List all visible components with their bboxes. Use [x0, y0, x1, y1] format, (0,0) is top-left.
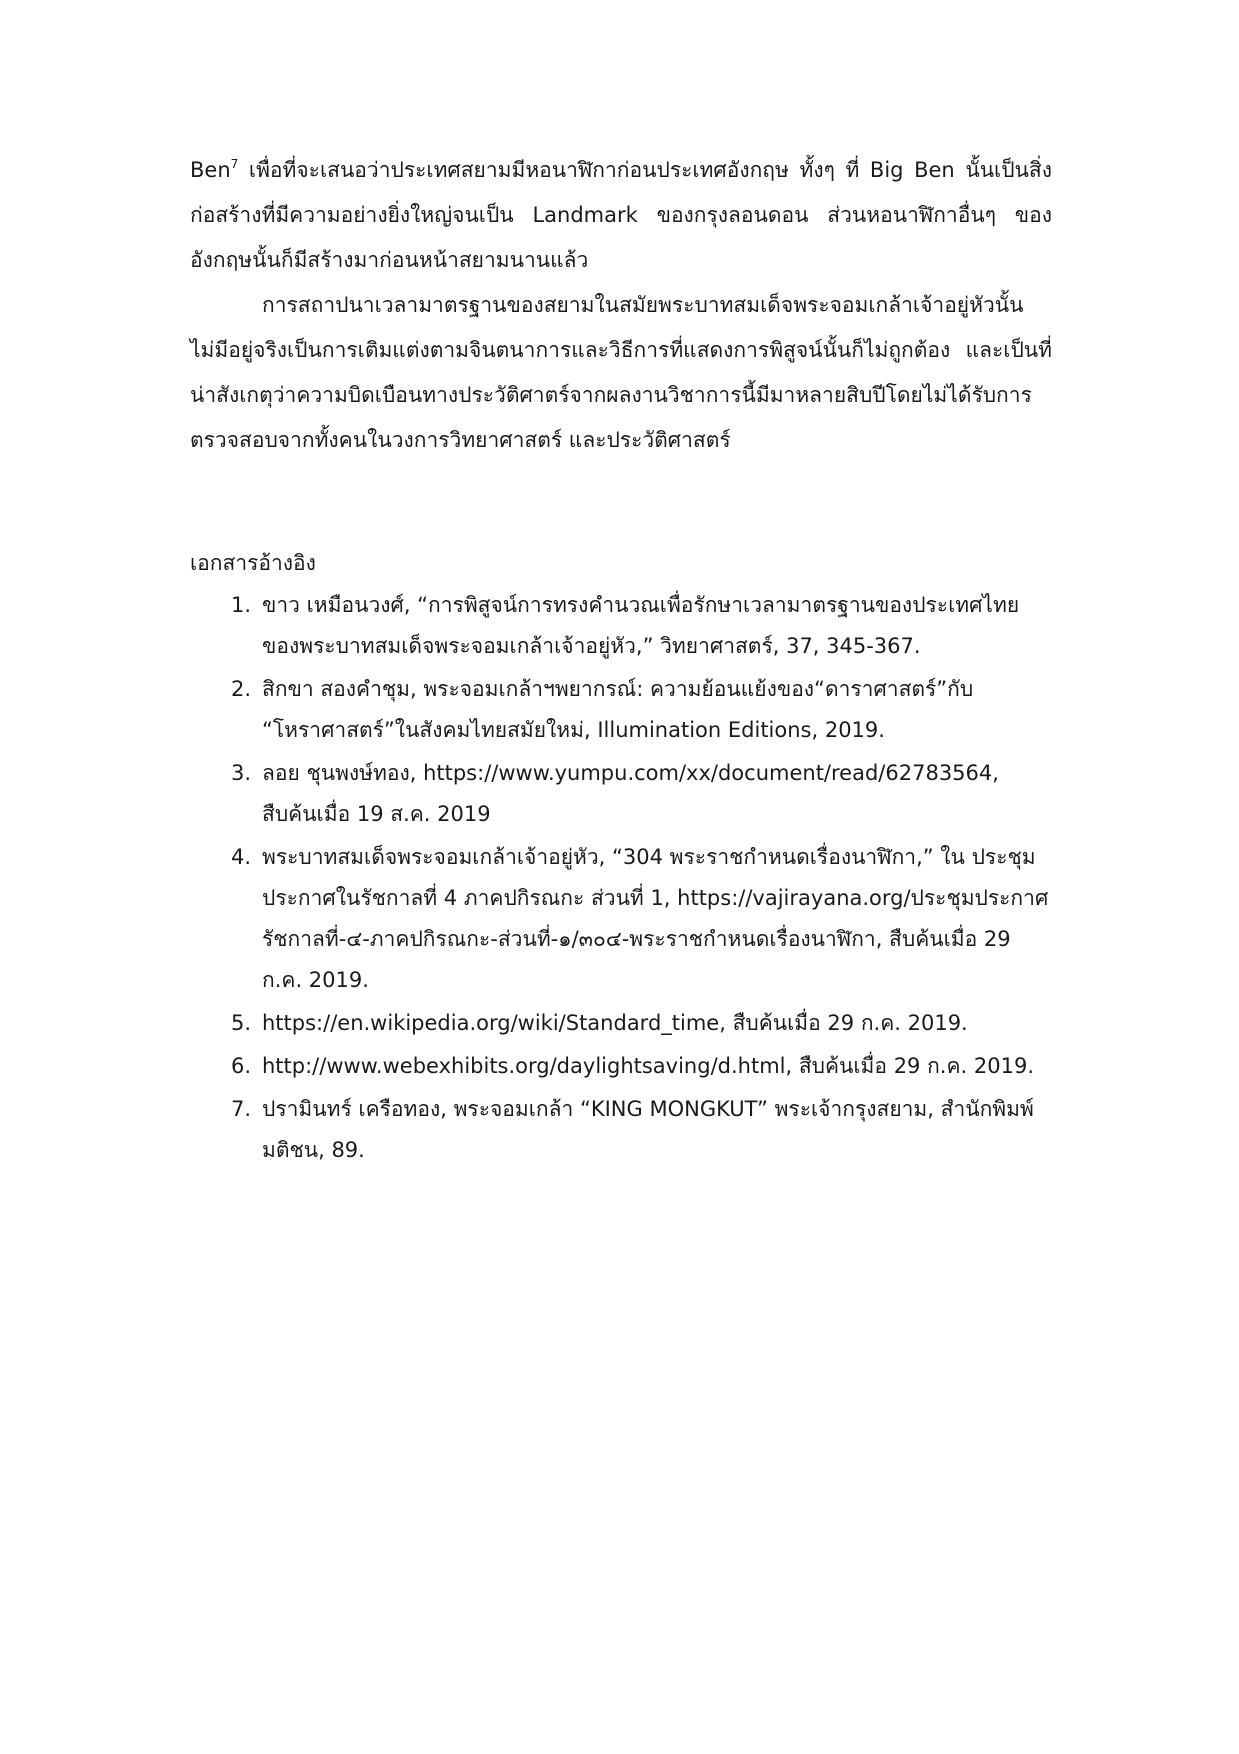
reference-text: สิกขา สองคำชุม, พระจอมเกล้าฯพยากรณ์: ความย้อนแย้งของ“ดาราศาสตร์”กับ “โหราศาสตร์”ในสังคมไทยสมัยใหม่, Illumination Editions, 2019.: [262, 677, 974, 742]
reference-text: http://www.webexhibits.org/daylightsaving/d.html, สืบค้นเมื่อ 29 ก.ค. 2019.: [262, 1054, 1034, 1078]
paragraph-1-text: เพื่อที่จะเสนอว่าประเทศสยามมีหอนาฬิกาก่อนประเทศอังกฤษ ทั้งๆ ที่ Big Ben นั้นเป็นสิ่งก่อสร้างที่มีความอย่างยิ่งใหญ่จนเป็น Landmark ของกรุงลอนดอน ส่วนหอนาฬิกาอื่นๆ ของอังกฤษนั้นก็มีสร้างมาก่อนหน้าสยามนานแล้ว: [190, 158, 1052, 272]
references-heading: เอกสารอ้างอิง: [190, 551, 316, 575]
reference-text: ขาว เหมือนวงศ์, “การพิสูจน์การทรงคำนวณเพื่อรักษาเวลามาตรฐานของประเทศไทยของพระบาทสมเด็จพระจอมเกล้าเจ้าอยู่หัว,” วิทยาศาสตร์, 37, 345-367.: [262, 593, 1020, 658]
reference-number: 3.: [230, 761, 251, 785]
reference-text: https://en.wikipedia.org/wiki/Standard_time, สืบค้นเมื่อ 29 ก.ค. 2019.: [262, 1011, 968, 1035]
reference-text: ลอย ชุนพงษ์ทอง, https://www.yumpu.com/xx/document/read/62783564, สืบค้นเมื่อ 19 ส.ค. 2019: [262, 761, 999, 826]
reference-item: [190, 1003, 1052, 1044]
reference-item: [190, 585, 1052, 667]
reference-list: [190, 585, 1052, 1173]
reference-number: 6.: [230, 1054, 251, 1078]
reference-item: [190, 753, 1052, 835]
reference-item: [190, 1046, 1052, 1087]
reference-text: พระบาทสมเด็จพระจอมเกล้าเจ้าอยู่หัว, “304 พระราชกำหนดเรื่องนาฬิกา,” ใน ประชุมประกาศในรัชกาลที่ 4 ภาคปกิรณกะ ส่วนที่ 1, https://vajirayana.org/ประชุมประกาศรัชกาลที่-๔-ภาคปกิรณกะ-ส่วนที่-๑/๓๐๔-พระราชกำหนดเรื่องนาฬิกา, สืบค้นเมื่อ 29 ก.ค. 2019.: [262, 845, 1049, 992]
reference-number: 7.: [230, 1097, 251, 1121]
footnote-marker: 7: [230, 157, 239, 171]
reference-number: 2.: [230, 677, 251, 701]
reference-item: [190, 669, 1052, 751]
paragraph-2: การสถาปนาเวลามาตรฐานของสยามในสมัยพระบาทสมเด็จพระจอมเกล้าเจ้าอยู่หัวนั้นไม่มีอยู่จริงเป็นการเติมแต่งตามจินตนาการและวิธีการที่แสดงการพิสูจน์นั้นก็ไม่ถูกต้อง และเป็นที่น่าสังเกตุว่าความบิดเบือนทางประวัติศาตร์จากผลงานวิชาการนี้มีมาหลายสิบปีโดยไม่ได้รับการตรวจสอบจากทั้งคนในวงการวิทยาศาสตร์ และประวัติศาสตร์: [190, 293, 1052, 452]
reference-item: [190, 837, 1052, 1001]
reference-text: ปรามินทร์ เครือทอง, พระจอมเกล้า “KING MONGKUT” พระเจ้ากรุงสยาม, สำนักพิมพ์มติชน, 89.: [262, 1097, 1034, 1162]
paragraph-1: [190, 148, 1052, 283]
paragraph-1-lead-word: Ben: [190, 158, 231, 182]
reference-number: 1.: [230, 593, 251, 617]
reference-number: 5.: [230, 1011, 251, 1035]
reference-number: 4.: [230, 845, 251, 869]
reference-item: [190, 1089, 1052, 1171]
body-text: [190, 148, 1052, 463]
